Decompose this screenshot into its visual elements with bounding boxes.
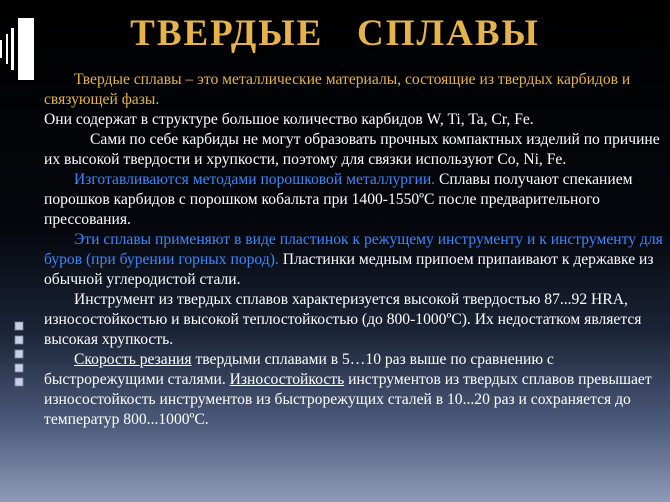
- cutting-speed-term: Скорость резания: [74, 351, 192, 368]
- paragraph-binder: [44, 130, 666, 170]
- slide-title: ТВЕРДЫЕ СПЛАВЫ: [130, 13, 540, 54]
- paragraph-application: [44, 230, 666, 290]
- performance-text-2: инструментов из твердых сплавов превышает износостойкость инструментов из быстрорежущих сталей в 10...20 раз и сохраняется до температур 800...1000ºС.: [44, 371, 652, 428]
- wear-resistance-term: Износостойкость: [229, 371, 345, 388]
- deco-square-4: [15, 364, 23, 372]
- deco-square-5: [15, 378, 23, 386]
- paragraph-production: [44, 170, 666, 230]
- deco-square-1: [15, 322, 23, 330]
- slide-body: [44, 70, 666, 430]
- decorative-squares-strip: [0, 0, 40, 502]
- application-text: Пластинки медным припоем припаивают к державке из обычной углеродистой стали.: [44, 251, 654, 288]
- deco-square-2: [15, 336, 23, 344]
- deco-square-3: [15, 350, 23, 358]
- properties-text: Инструмент из твердых сплавов характеризуется высокой твердостью 87...92 HRA, износостойкостью и высокой теплостойкостью (до 800-1000ºС). Их недостатком является высокая хрупкость.: [44, 291, 642, 348]
- application-highlight: Эти сплавы применяют в виде пластинок к режущему инструменту и к инструменту для буров (при бурении горных пород).: [44, 231, 663, 268]
- binder-text: Сами по себе карбиды не могут образовать прочных компактных изделий по причине их высокой твердости и хрупкости, поэтому для связки используют Co, Ni, Fe.: [44, 131, 660, 168]
- production-text: Сплавы получают спеканием порошков карбидов с порошком кобальта при 1400-1550ºС после предварительного прессования.: [44, 171, 633, 228]
- paragraph-performance: [44, 350, 666, 430]
- carbides-text: Они содержат в структуре большое количество карбидов W, Ti, Ta, Cr, Fe.: [44, 111, 534, 128]
- paragraph-properties: [44, 290, 666, 350]
- paragraph-carbides: [44, 110, 666, 130]
- definition-text: Твердые сплавы – это металлические материалы, состоящие из твердых карбидов и связующей фазы.: [44, 71, 631, 108]
- performance-text-1: твердыми сплавами в 5…10 раз выше по сравнению с быстрорежущими сталями.: [44, 351, 554, 388]
- paragraph-definition: [44, 70, 666, 110]
- production-highlight: Изготавливаются методами порошковой металлургии.: [74, 171, 436, 188]
